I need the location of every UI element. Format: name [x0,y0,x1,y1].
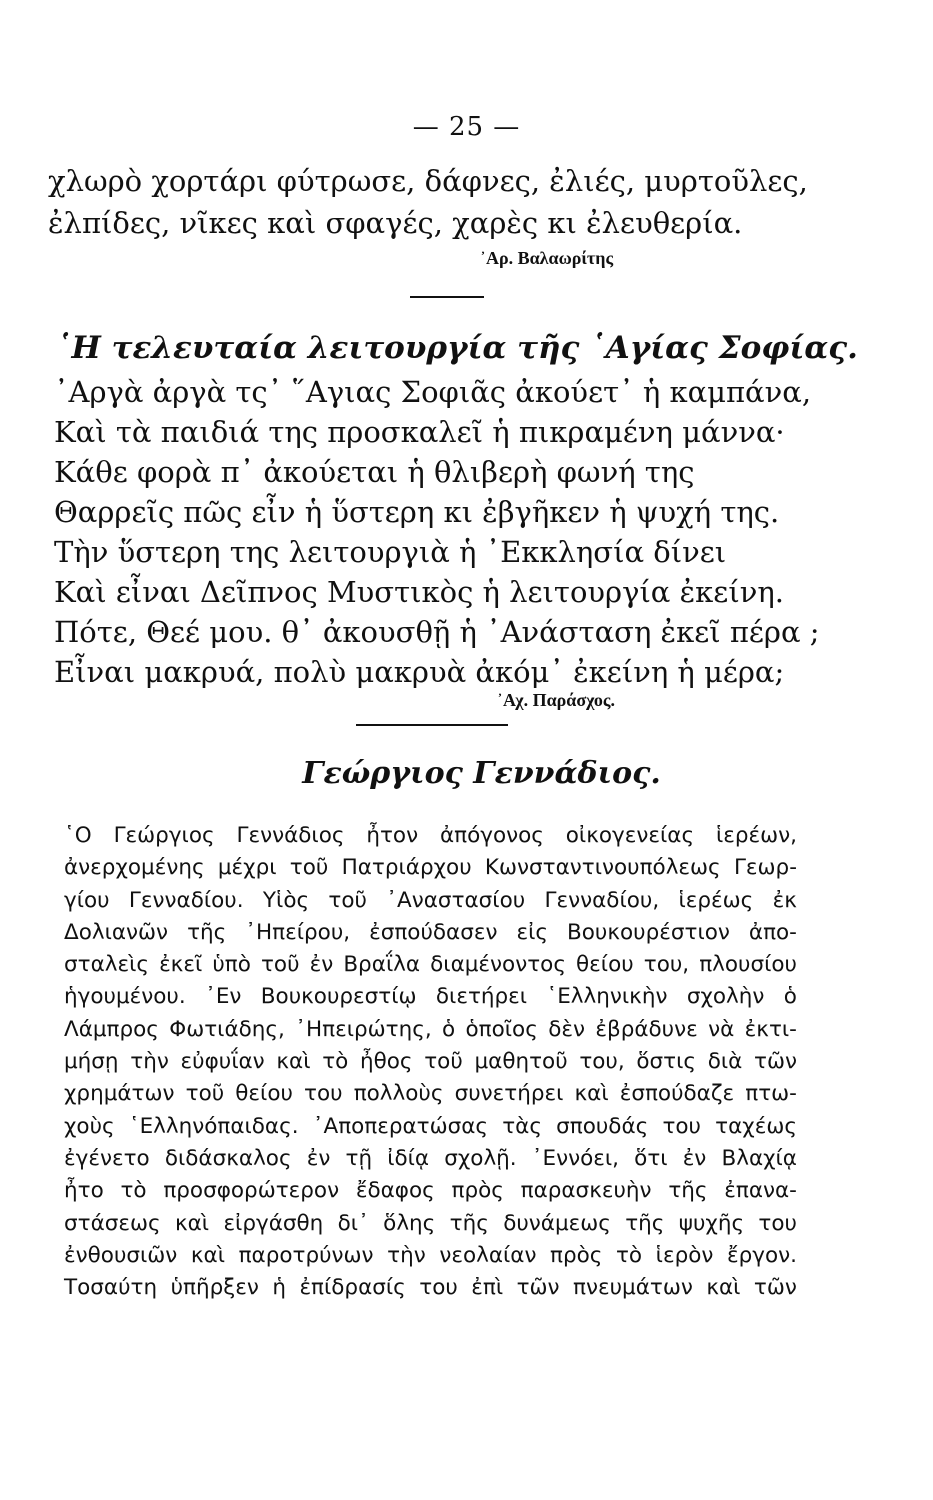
poem-fragment [48,160,808,244]
article-title: Γεώργιος Γεννάδιος. [302,756,661,791]
page-number: — 25 — [412,112,521,142]
prose-line: ἦτο τὸ προσφορώτερον ἔδαφος πρὸς παρασκευὴν τῆς ἐπανα- [64,1178,797,1204]
poem-line: Καὶ εἶναι Δεῖπνος Μυστικὸς ἡ λειτουργία ἐκείνη. [54,575,784,609]
section-divider [356,724,508,726]
poem-line: Τὴν ὕστερη της λειτουργιὰ ἡ ᾿Εκκλησία δίνει [54,535,727,569]
section-divider [410,296,484,298]
prose-line: μήσῃ τὴν εὐφυΐαν καὶ τὸ ἦθος τοῦ μαθητοῦ του, ὅστις διὰ τῶν [64,1049,797,1075]
poem-line: ἐλπίδες, νῖκες καὶ σφαγές, χαρὲς κι ἐλευθερία. [48,206,743,240]
prose-line: ἐνθουσιῶν καὶ παροτρύνων τὴν νεολαίαν πρὸς τὸ ἱερὸν ἔργον. [64,1242,797,1268]
prose-line: ἐγένετο διδάσκαλος ἐν τῇ ἰδίᾳ σχολῇ. ᾿Εννόει, ὅτι ἐν Βλαχίᾳ [64,1145,797,1171]
poem-line: Καὶ τὰ παιδιά της προσκαλεῖ ἡ πικραμένη μάννα· [54,415,785,449]
prose-line: Τοσαύτη ὑπῆρξεν ἡ ἐπίδρασίς του ἐπὶ τῶν πνευμάτων καὶ τῶν [64,1275,797,1301]
prose-line: στάσεως καὶ εἰργάσθη δι᾿ ὅλης τῆς δυνάμεως τῆς ψυχῆς του [64,1210,797,1236]
poem [54,372,820,692]
poem-line: Κάθε φορὰ π᾿ ἀκούεται ἡ θλιβερὴ φωνή της [54,455,695,489]
prose-line: Λάμπρος Φωτιάδης, ᾿Ηπειρώτης, ὁ ὁποῖος δὲν ἐβράδυνε νὰ ἐκτι- [64,1016,797,1042]
prose-line: χοὺς ῾Ελληνόπαιδας. ᾿Αποπερατώσας τὰς σπουδάς του ταχέως [64,1113,797,1139]
poem-line: ᾿Αργὰ ἀργὰ τς᾿ ῞Αγιας Σοφιᾶς ἀκούετ᾿ ἡ καμπάνα, [54,375,812,409]
poem-author: ᾿Αχ. Παράσχος. [497,690,616,710]
poem-line: Θαρρεῖς πῶς εἶν ἡ ὕστερη κι ἐβγῆκεν ἡ ψυχή της. [54,495,780,529]
poem-author: ᾿Αρ. Βαλαωρίτης [480,248,614,268]
prose-line: ἀνερχομένης μέχρι τοῦ Πατριάρχου Κωνσταντινουπόλεως Γεωρ- [64,855,797,881]
prose-line: γίου Γενναδίου. Υἱὸς τοῦ ᾿Αναστασίου Γενναδίου, ἱερέως ἐκ [64,887,797,913]
poem-line: χλωρὸ χορτάρι φύτρωσε, δάφνες, ἐλιές, μυρτοῦλες, [48,164,808,198]
article-body [64,820,797,1304]
prose-line: Δολιανῶν τῆς ᾿Ηπείρου, ἐσπούδασεν εἰς Βουκουρέστιον ἀπο- [64,919,797,945]
poem-title: ῾Η τελευταία λειτουργία τῆς ῾Αγίας Σοφίας. [56,330,858,366]
poem-line: Εἶναι μακρυά, πολὺ μακρυὰ ἀκόμ᾿ ἐκείνη ἡ μέρα; [54,655,785,689]
poem-line: Πότε, Θεέ μου. θ᾿ ἀκουσθῇ ἡ ᾿Ανάσταση ἐκεῖ πέρα ; [54,615,820,649]
prose-line: ἡγουμένου. ᾿Εν Βουκουρεστίῳ διετήρει ῾Ελληνικὴν σχολὴν ὁ [64,984,797,1010]
prose-line: χρημάτων τοῦ θείου του πολλοὺς συνετήρει καὶ ἐσπούδαζε πτω- [64,1081,797,1107]
prose-line: σταλεὶς ἐκεῖ ὑπὸ τοῦ ἐν Βραΐλα διαμένοντος θείου του, πλουσίου [64,952,797,978]
prose-line: ῾Ο Γεώργιος Γεννάδιος ἦτον ἀπόγονος οἰκογενείας ἱερέων, [64,823,797,848]
